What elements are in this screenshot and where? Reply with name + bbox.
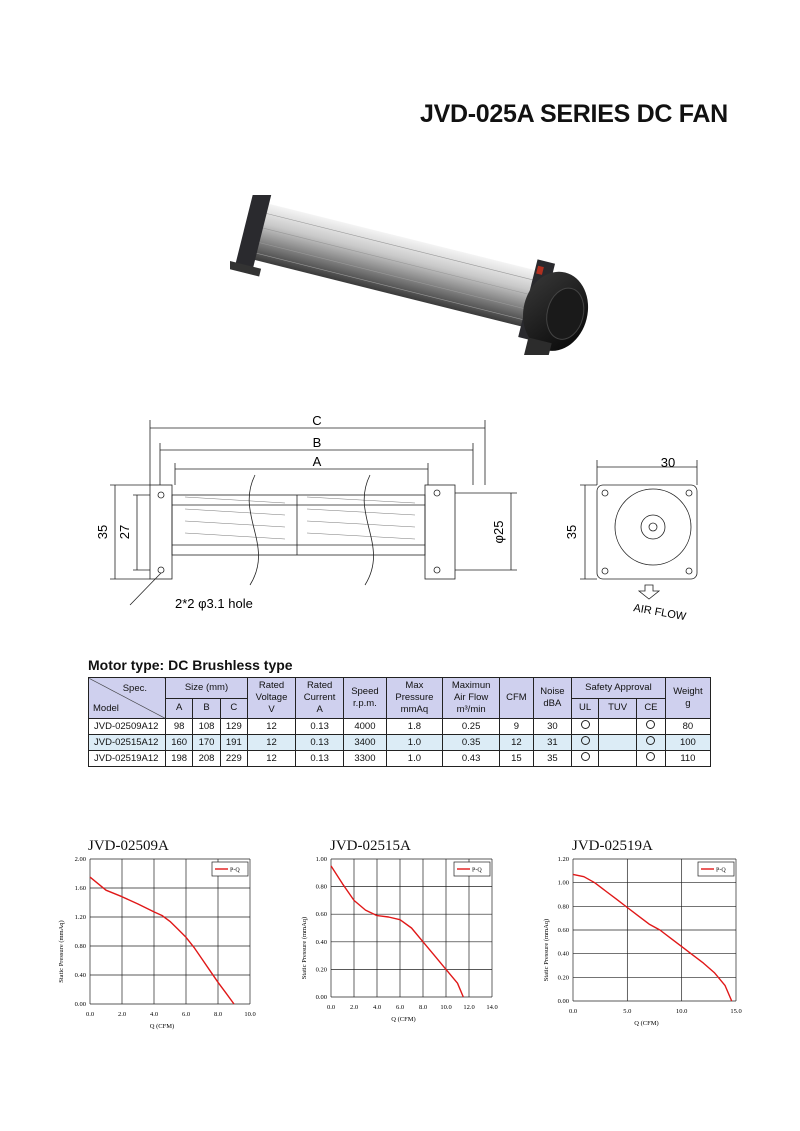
spec-table: [88, 677, 711, 767]
header-safety: Safety Approval: [572, 678, 666, 699]
cell-model: JVD-02515A12: [89, 735, 166, 751]
header-a: A: [166, 698, 193, 719]
y-tick-label: 0.20: [315, 966, 327, 974]
hole-label: 2*2 φ3.1 hole: [175, 596, 253, 611]
cell-cfm: 12: [500, 735, 534, 751]
cell-ce: [637, 735, 666, 751]
x-tick-label: 10.0: [244, 1011, 256, 1018]
cell-a: 160: [166, 735, 193, 751]
chart-title-2: JVD-02515A: [330, 838, 411, 854]
x-tick-label: 10.0: [440, 1004, 452, 1011]
cell-noise: 30: [533, 719, 571, 735]
y-tick-label: 0.80: [315, 883, 327, 891]
dim-27-label: 27: [117, 524, 132, 540]
cell-voltage: 12: [247, 751, 295, 767]
x-tick-label: 8.0: [213, 1011, 223, 1018]
cell-current: 0.13: [296, 751, 344, 767]
y-tick-label: 0.00: [315, 994, 327, 1001]
approved-circle-icon: [581, 752, 590, 761]
pq-series-line: [90, 877, 234, 1004]
header-size: Size (mm): [166, 678, 248, 699]
cell-ce: [637, 719, 666, 735]
cell-ul: [572, 751, 599, 767]
header-current: Rated Current A: [296, 678, 344, 719]
table-row: [89, 751, 711, 767]
dim-c-label: C: [312, 413, 322, 428]
x-tick-label: 14.0: [486, 1004, 498, 1011]
y-tick-label: 0.40: [315, 938, 327, 946]
cell-pressure: 1.0: [386, 735, 442, 751]
cell-speed: 4000: [344, 719, 387, 735]
cell-ul: [572, 735, 599, 751]
x-tick-label: 8.0: [418, 1004, 428, 1011]
dim-35-label: 35: [95, 524, 110, 540]
cell-weight: 110: [665, 751, 710, 767]
y-axis-label: Static Pressure (mmAq): [58, 920, 65, 983]
cell-ce: [637, 751, 666, 767]
cell-c: 229: [220, 751, 247, 767]
table-row: [89, 735, 711, 751]
fan-product-photo: [230, 195, 590, 355]
page-title: JVD-025A SERIES DC FAN: [420, 100, 728, 128]
cell-weight: 80: [665, 719, 710, 735]
cell-c: 129: [220, 719, 247, 735]
header-ul: UL: [572, 698, 599, 719]
cell-tuv: [599, 735, 637, 751]
side-35-label: 35: [564, 524, 579, 540]
x-tick-label: 0.0: [85, 1011, 95, 1018]
cell-tuv: [599, 719, 637, 735]
cell-weight: 100: [665, 735, 710, 751]
header-cfm: CFM: [500, 678, 534, 719]
x-tick-label: 2.0: [117, 1011, 127, 1018]
cell-speed: 3300: [344, 751, 387, 767]
cell-noise: 35: [533, 751, 571, 767]
approved-circle-icon: [646, 720, 655, 729]
x-axis-label: Q (CFM): [149, 1023, 175, 1030]
x-tick-label: 0.0: [326, 1004, 336, 1011]
y-tick-label: 1.20: [74, 914, 86, 921]
dim-a-label: A: [312, 454, 322, 469]
x-tick-label: 4.0: [149, 1011, 159, 1018]
x-tick-label: 12.0: [463, 1004, 475, 1011]
x-tick-label: 15.0: [730, 1008, 742, 1015]
header-airflow: Maximun Air Flow m³/min: [443, 678, 500, 719]
header-ce: CE: [637, 698, 666, 719]
airflow-label: AIR FLOW: [632, 602, 687, 624]
motor-type-heading: Motor type: DC Brushless type: [88, 657, 293, 673]
cell-pressure: 1.8: [386, 719, 442, 735]
cell-b: 170: [193, 735, 220, 751]
chart-title-3: JVD-02519A: [572, 838, 653, 854]
cell-a: 198: [166, 751, 193, 767]
header-spec: Spec.: [122, 683, 147, 694]
x-axis-label: Q (CFM): [391, 1016, 416, 1023]
approved-circle-icon: [581, 736, 590, 745]
x-tick-label: 2.0: [349, 1004, 359, 1011]
cell-noise: 31: [533, 735, 571, 751]
y-tick-label: 0.40: [557, 950, 569, 958]
table-row: [89, 719, 711, 735]
header-speed: Speed r.p.m.: [344, 678, 387, 719]
cell-model: JVD-02519A12: [89, 751, 166, 767]
dim-b-label: B: [312, 435, 322, 450]
cell-current: 0.13: [296, 719, 344, 735]
cell-airflow: 0.25: [443, 719, 500, 735]
y-tick-label: 0.80: [74, 943, 86, 950]
y-tick-label: 0.40: [74, 972, 86, 979]
x-tick-label: 5.0: [623, 1008, 632, 1015]
header-model: Model: [93, 703, 119, 714]
cell-current: 0.13: [296, 735, 344, 751]
cell-airflow: 0.43: [443, 751, 500, 767]
pq-chart-02519a: [540, 855, 750, 1035]
y-tick-label: 0.60: [557, 927, 569, 934]
y-tick-label: 0.60: [315, 911, 327, 919]
cell-airflow: 0.35: [443, 735, 500, 751]
cell-b: 108: [193, 719, 220, 735]
header-weight: Weight g: [665, 678, 710, 719]
x-axis-label: Q (CFM): [634, 1020, 659, 1027]
x-tick-label: 4.0: [372, 1004, 382, 1011]
approved-circle-icon: [581, 720, 590, 729]
x-tick-label: 0.0: [568, 1008, 578, 1015]
header-tuv: TUV: [599, 698, 637, 719]
dimension-drawing: [85, 405, 715, 630]
cell-a: 98: [166, 719, 193, 735]
header-c: C: [220, 698, 247, 719]
y-tick-label: 0.80: [557, 903, 569, 911]
legend-label: P-Q: [230, 867, 240, 874]
dim-phi25-label: φ25: [491, 520, 506, 544]
pq-series-line: [331, 866, 463, 997]
approved-circle-icon: [646, 736, 655, 745]
header-spec-model: [89, 678, 166, 719]
chart-title-1: JVD-02509A: [88, 838, 169, 854]
pq-chart-02515a: [298, 855, 508, 1035]
header-noise: Noise dBA: [533, 678, 571, 719]
side-30-label: 30: [660, 455, 676, 470]
y-tick-label: 2.00: [74, 856, 86, 863]
header-b: B: [193, 698, 220, 719]
legend-label: P-Q: [716, 867, 726, 874]
cell-voltage: 12: [247, 735, 295, 751]
y-tick-label: 1.20: [557, 856, 569, 863]
cell-tuv: [599, 751, 637, 767]
y-axis-label: Static Pressure (mmAq): [301, 916, 308, 980]
y-tick-label: 0.00: [74, 1001, 86, 1008]
cell-cfm: 15: [500, 751, 534, 767]
y-tick-label: 1.00: [557, 879, 569, 887]
pq-series-line: [573, 874, 732, 1001]
cell-c: 191: [220, 735, 247, 751]
header-voltage: Rated Voltage V: [247, 678, 295, 719]
cell-cfm: 9: [500, 719, 534, 735]
y-tick-label: 0.20: [557, 974, 569, 982]
y-tick-label: 1.60: [74, 885, 86, 892]
cell-speed: 3400: [344, 735, 387, 751]
approved-circle-icon: [646, 752, 655, 761]
pq-chart-02509a: [55, 855, 270, 1035]
y-tick-label: 0.00: [557, 998, 569, 1005]
cell-b: 208: [193, 751, 220, 767]
y-axis-label: Static Pressure (mmAq): [543, 918, 550, 982]
cell-pressure: 1.0: [386, 751, 442, 767]
y-tick-label: 1.00: [315, 856, 327, 863]
x-tick-label: 6.0: [181, 1011, 191, 1018]
x-tick-label: 6.0: [395, 1004, 405, 1011]
cell-ul: [572, 719, 599, 735]
cell-voltage: 12: [247, 719, 295, 735]
legend-label: P-Q: [472, 867, 482, 874]
cell-model: JVD-02509A12: [89, 719, 166, 735]
header-pressure: Max Pressure mmAq: [386, 678, 442, 719]
x-tick-label: 10.0: [675, 1008, 688, 1015]
